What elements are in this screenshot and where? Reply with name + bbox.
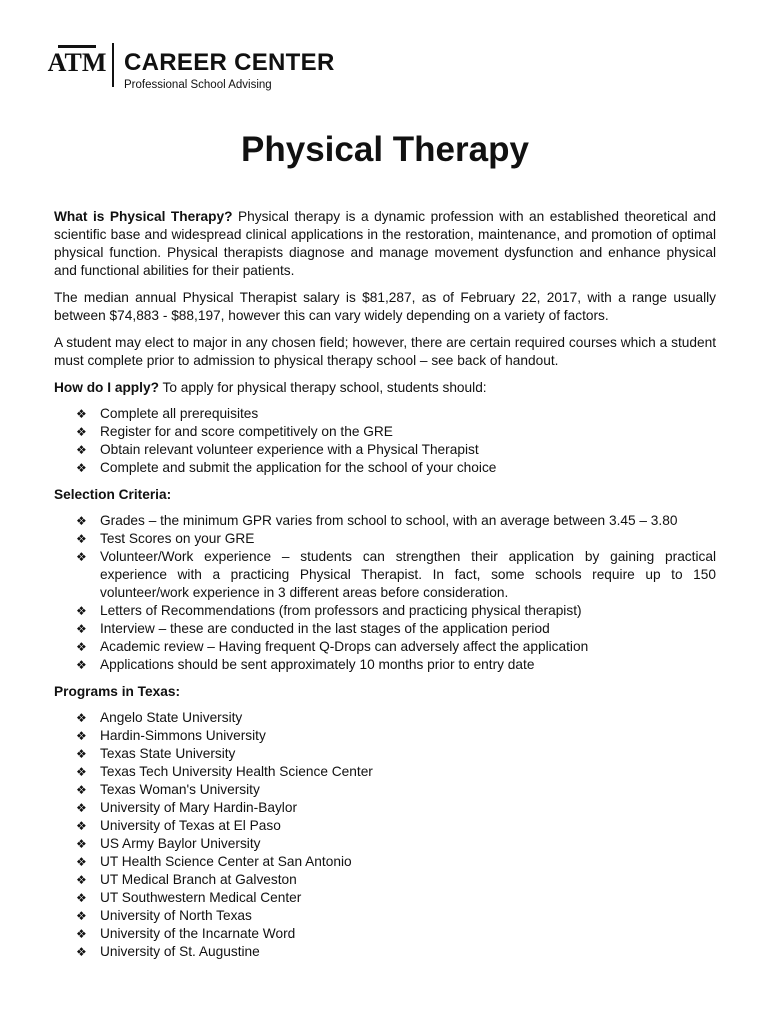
program-item-text: University of North Texas [100, 908, 252, 923]
org-title: CAREER CENTER [124, 49, 335, 76]
diamond-bullet-icon: ❖ [76, 604, 87, 618]
program-item [54, 889, 716, 907]
apply-step-item [54, 423, 716, 441]
program-item-text: Hardin-Simmons University [100, 728, 266, 743]
diamond-bullet-icon: ❖ [76, 873, 87, 887]
selection-criteria-item-text: Interview – these are conducted in the last stages of the application period [100, 621, 550, 636]
selection-criteria-item [54, 602, 716, 620]
diamond-bullet-icon: ❖ [76, 532, 87, 546]
selection-criteria-item-text: Applications should be sent approximately 10 months prior to entry date [100, 657, 535, 672]
program-item [54, 853, 716, 871]
diamond-bullet-icon: ❖ [76, 837, 87, 851]
program-item-text: US Army Baylor University [100, 836, 261, 851]
intro-text: Physical therapy is a dynamic profession with an established theoretical and scientific base and widespread clinical applications in the restoration, maintenance, and promotion of optimal physical function. Physical therapists diagnose and manage movement dysfunction and enhance physical and functional abilities for their patients. [54, 209, 716, 278]
program-item-text: University of Mary Hardin-Baylor [100, 800, 297, 815]
program-item-text: UT Medical Branch at Galveston [100, 872, 297, 887]
selection-criteria-item [54, 638, 716, 656]
apply-step-item-text: Register for and score competitively on the GRE [100, 424, 393, 439]
program-item-text: University of St. Augustine [100, 944, 260, 959]
program-item [54, 817, 716, 835]
diamond-bullet-icon: ❖ [76, 855, 87, 869]
atm-logo-mark [47, 43, 107, 79]
org-subtitle: Professional School Advising [124, 79, 272, 91]
brand-block [124, 41, 335, 92]
diamond-bullet-icon: ❖ [76, 927, 87, 941]
apply-list [54, 405, 716, 477]
diamond-bullet-icon: ❖ [76, 819, 87, 833]
selection-heading: Selection Criteria: [54, 487, 172, 502]
diamond-bullet-icon: ❖ [76, 747, 87, 761]
diamond-bullet-icon: ❖ [76, 425, 87, 439]
program-item [54, 925, 716, 943]
intro-paragraph [54, 208, 716, 280]
diamond-bullet-icon: ❖ [76, 909, 87, 923]
diamond-bullet-icon: ❖ [76, 729, 87, 743]
document-body [54, 208, 716, 970]
apply-step-item-text: Complete and submit the application for the school of your choice [100, 460, 497, 475]
diamond-bullet-icon: ❖ [76, 765, 87, 779]
program-item [54, 763, 716, 781]
program-item [54, 871, 716, 889]
diamond-bullet-icon: ❖ [76, 407, 87, 421]
diamond-bullet-icon: ❖ [76, 443, 87, 457]
program-item-text: Texas Tech University Health Science Center [100, 764, 373, 779]
apply-step-item [54, 441, 716, 459]
header [47, 41, 335, 97]
selection-criteria-item [54, 548, 716, 602]
apply-step-item-text: Obtain relevant volunteer experience with a Physical Therapist [100, 442, 479, 457]
program-item-text: University of Texas at El Paso [100, 818, 281, 833]
selection-criteria-item-text: Test Scores on your GRE [100, 531, 255, 546]
selection-criteria-item-text: Academic review – Having frequent Q-Drops can adversely affect the application [100, 639, 589, 654]
programs-list [54, 709, 716, 961]
logo-text: ATM [47, 48, 107, 77]
atm-logo [47, 41, 107, 81]
diamond-bullet-icon: ❖ [76, 550, 87, 564]
program-item [54, 799, 716, 817]
diamond-bullet-icon: ❖ [76, 658, 87, 672]
diamond-bullet-icon: ❖ [76, 711, 87, 725]
diamond-bullet-icon: ❖ [76, 783, 87, 797]
program-item-text: Angelo State University [100, 710, 243, 725]
program-item [54, 907, 716, 925]
program-item [54, 709, 716, 727]
selection-criteria-item [54, 656, 716, 674]
selection-criteria-item [54, 620, 716, 638]
apply-text: To apply for physical therapy school, students should: [158, 380, 487, 395]
diamond-bullet-icon: ❖ [76, 891, 87, 905]
program-item-text: Texas Woman's University [100, 782, 260, 797]
apply-step-item-text: Complete all prerequisites [100, 406, 259, 421]
program-item-text: UT Health Science Center at San Antonio [100, 854, 352, 869]
diamond-bullet-icon: ❖ [76, 514, 87, 528]
page-title: Physical Therapy [241, 130, 529, 169]
program-item [54, 943, 716, 961]
selection-criteria-item-text: Volunteer/Work experience – students can strengthen their application by gaining practical experience with a practicing Physical Therapist. In fact, some schools require up to 150 volunteer/work experience in 3 different areas before consideration. [100, 549, 716, 600]
salary-paragraph: The median annual Physical Therapist salary is $81,287, as of February 22, 2017, with a range usually between $74,883 - $88,197, however this can vary widely depending on a variety of factors. [54, 290, 716, 323]
program-item [54, 727, 716, 745]
major-paragraph: A student may elect to major in any chosen field; however, there are certain required courses which a student must complete prior to admission to physical therapy school – see back of handout. [54, 335, 716, 368]
program-item [54, 835, 716, 853]
selection-criteria-item [54, 512, 716, 530]
diamond-bullet-icon: ❖ [76, 622, 87, 636]
header-divider [112, 43, 114, 87]
diamond-bullet-icon: ❖ [76, 640, 87, 654]
apply-paragraph [54, 379, 716, 397]
apply-step-item [54, 405, 716, 423]
program-item-text: University of the Incarnate Word [100, 926, 296, 941]
diamond-bullet-icon: ❖ [76, 801, 87, 815]
selection-criteria-item-text: Letters of Recommendations (from professors and practicing physical therapist) [100, 603, 582, 618]
apply-label: How do I apply? [54, 380, 159, 395]
selection-criteria-item [54, 530, 716, 548]
program-item-text: Texas State University [100, 746, 236, 761]
program-item [54, 781, 716, 799]
diamond-bullet-icon: ❖ [76, 461, 87, 475]
selection-list [54, 512, 716, 674]
diamond-bullet-icon: ❖ [76, 945, 87, 959]
selection-criteria-item-text: Grades – the minimum GPR varies from school to school, with an average between 3.45 – 3.80 [100, 513, 678, 528]
program-item [54, 745, 716, 763]
programs-heading: Programs in Texas: [54, 684, 181, 699]
program-item-text: UT Southwestern Medical Center [100, 890, 302, 905]
apply-step-item [54, 459, 716, 477]
intro-label: What is Physical Therapy? [54, 209, 233, 224]
